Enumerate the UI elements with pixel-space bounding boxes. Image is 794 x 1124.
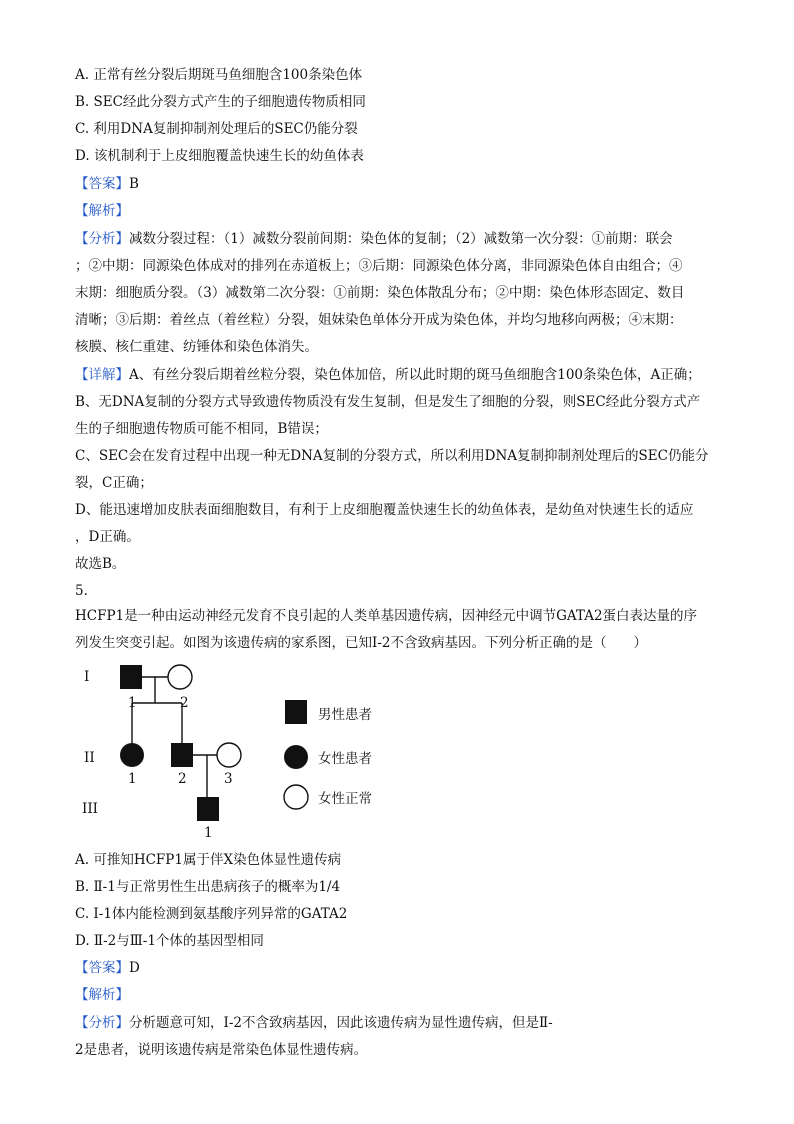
q4-option-b: B. SEC经此分裂方式产生的子细胞遗传物质相同 — [75, 94, 366, 110]
q4-answer — [75, 174, 139, 194]
label-I-1: 1 — [128, 695, 137, 711]
q5-answer — [75, 958, 140, 978]
answer-tag: 【答案】 — [75, 960, 129, 976]
q5-option-c: C. I-1体内能检测到氨基酸序列异常的GATA2 — [75, 906, 348, 922]
label-I-2: 2 — [180, 695, 189, 711]
generation-label-I: I — [84, 669, 90, 685]
legend-male-affected-icon — [285, 700, 307, 724]
generation-label-III: III — [82, 801, 98, 817]
pedigree-lines — [132, 677, 217, 797]
q4-fenxi-line: 末期：细胞质分裂。（3）减数第二次分裂：①前期：染色体散乱分布；②中期：染色体形态固定、数目 — [75, 285, 685, 301]
q5-option-d: D. Ⅱ-2与Ⅲ-1个体的基因型相同 — [75, 933, 264, 949]
q4-xiangjie-line: 裂，C正确； — [75, 475, 153, 491]
q4-xiangjie-line: 故选B。 — [75, 556, 126, 572]
generation-label-II: II — [84, 750, 95, 766]
answer-tag: 【答案】 — [75, 176, 129, 192]
male-affected-III-1 — [197, 797, 219, 821]
q4-option-d: D. 该机制利于上皮细胞覆盖快速生长的幼鱼体表 — [75, 148, 364, 164]
q5-option-a: A. 可推知HCFP1属于伴X染色体显性遗传病 — [75, 852, 342, 868]
q5-stem: 列发生突变引起。如图为该遗传病的家系图，已知I-2不含致病基因。下列分析正确的是（ ） — [75, 635, 647, 651]
label-II-1: 1 — [128, 771, 137, 787]
q5-jiexi-tag: 【解析】 — [75, 987, 129, 1003]
fenxi-text: 分析题意可知，I-2不含致病基因，因此该遗传病为显性遗传病，但是Ⅱ- — [129, 1015, 553, 1031]
legend-female-normal-icon — [284, 785, 308, 809]
male-affected-II-2 — [171, 743, 193, 767]
q4-xiangjie-line: B、无DNA复制的分裂方式导致遗传物质没有发生复制，但是发生了细胞的分裂，则SEC经此分裂方式产 — [75, 394, 701, 410]
label-III-1: 1 — [204, 825, 213, 841]
legend-female-normal: 女性正常 — [318, 791, 372, 807]
female-normal-I-2 — [168, 665, 192, 689]
q4-xiangjie-line: 生的子细胞遗传物质可能不相同，B错误； — [75, 421, 328, 437]
label-II-3: 3 — [224, 771, 233, 787]
q4-option-a: A. 正常有丝分裂后期斑马鱼细胞含100条染色体 — [75, 67, 363, 83]
xiangjie-text: A、有丝分裂后期着丝粒分裂，染色体加倍，所以此时期的斑马鱼细胞含100条染色体，A正确； — [129, 367, 701, 383]
q4-xiangjie-line: C、SEC会在发育过程中出现一种无DNA复制的分裂方式，所以利用DNA复制抑制剂处理后的SEC仍能分 — [75, 448, 709, 464]
female-affected-II-1 — [120, 743, 144, 767]
fenxi-tag: 【分析】 — [75, 1015, 129, 1031]
q4-xiangjie-line: D、能迅速增加皮肤表面细胞数目，有利于上皮细胞覆盖快速生长的幼鱼体表，是幼鱼对快速生长的适应 — [75, 502, 694, 518]
q4-fenxi-line — [75, 229, 673, 249]
q4-xiangjie-line: ，D正确。 — [75, 529, 140, 545]
q4-jiexi-tag: 【解析】 — [75, 203, 129, 219]
answer-value: D — [129, 960, 140, 976]
q4-xiangjie-line — [75, 365, 701, 385]
q4-fenxi-line: 核膜、核仁重建、纺锤体和染色体消失。 — [75, 339, 318, 355]
legend-female-affected-icon — [284, 745, 308, 769]
xiangjie-tag: 【详解】 — [75, 367, 129, 383]
pedigree-chart — [70, 655, 490, 845]
q5-option-b: B. Ⅱ-1与正常男性生出患病孩子的概率为1/4 — [75, 879, 341, 895]
fenxi-tag: 【分析】 — [75, 231, 129, 247]
answer-value: B — [129, 176, 139, 192]
fenxi-text: 减数分裂过程：（1）减数分裂前间期：染色体的复制；（2）减数第一次分裂：①前期：联会 — [129, 231, 673, 247]
male-affected-I-1 — [120, 665, 142, 689]
q5-fenxi-line: 2是患者，说明该遗传病是常染色体显性遗传病。 — [75, 1042, 368, 1058]
label-II-2: 2 — [178, 771, 187, 787]
female-normal-II-3 — [217, 743, 241, 767]
q5-number: 5. — [75, 583, 88, 599]
q5-stem: HCFP1是一种由运动神经元发育不良引起的人类单基因遗传病，因神经元中调节GATA2蛋白表达量的序 — [75, 608, 698, 624]
legend-female-affected: 女性患者 — [318, 751, 372, 767]
q5-fenxi-line — [75, 1013, 553, 1033]
q4-fenxi-line: ；②中期：同源染色体成对的排列在赤道板上；③后期：同源染色体分离，非同源染色体自由组合；④ — [75, 258, 683, 274]
q4-option-c: C. 利用DNA复制抑制剂处理后的SEC仍能分裂 — [75, 121, 358, 137]
legend-male-affected: 男性患者 — [318, 707, 372, 723]
q4-fenxi-line: 清晰；③后期：着丝点（着丝粒）分裂，姐妹染色单体分开成为染色体，并均匀地移向两极；④末期： — [75, 312, 683, 328]
